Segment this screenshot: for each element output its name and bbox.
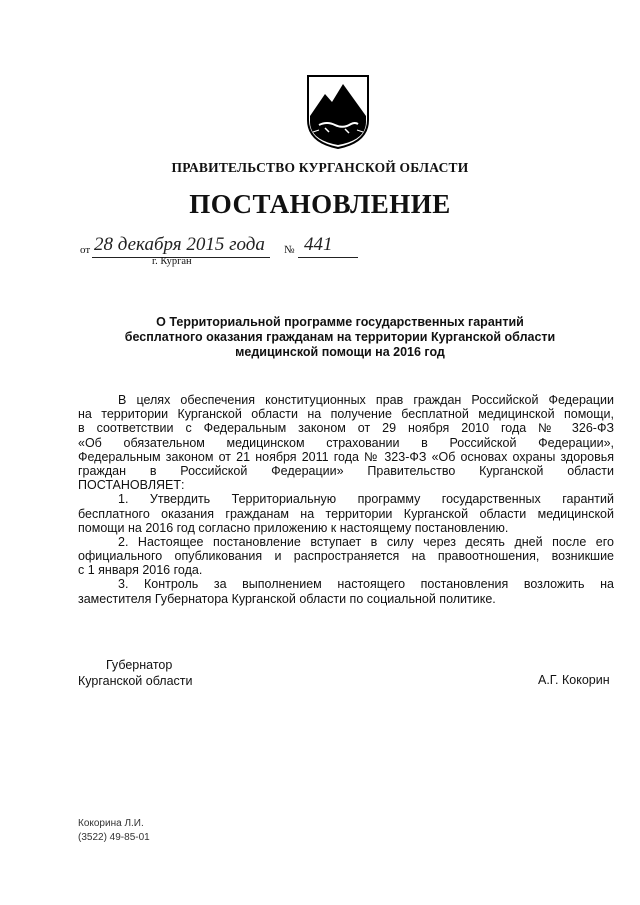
title-line: бесплатного оказания гражданам на территории Курганской области: [124, 330, 556, 344]
government-name: ПРАВИТЕЛЬСТВО КУРГАНСКОЙ ОБЛАСТИ: [171, 160, 469, 175]
signatory-position: [78, 657, 193, 689]
document-title: [100, 315, 580, 360]
body-line: в соответствии с Федеральным законом от 29 ноября 2010 года № 326-ФЗ: [78, 421, 614, 436]
number-underline: [298, 257, 358, 258]
body-line: помощи на 2016 год согласно приложению к настоящему постановлению.: [78, 520, 509, 535]
contact-name: Кокорина Л.И.: [78, 818, 144, 829]
body-line: В целях обеспечения конституционных прав граждан Российской Федерации: [118, 393, 614, 407]
body-line: Федеральным законом от 21 ноября 2011 года № 323-ФЗ «Об основах охраны здоровья: [78, 449, 614, 464]
contact-phone: (3522) 49-85-01: [78, 832, 150, 843]
body-line: с 1 января 2016 года.: [78, 563, 203, 578]
title-line: медицинской помощи на 2016 год: [235, 345, 445, 359]
body-line: ПОСТАНОВЛЯЕТ:: [78, 478, 185, 493]
number-prefix: №: [284, 244, 295, 256]
body-line: 3. Контроль за выполнением настоящего постановления возложить на: [118, 577, 614, 592]
position-line: Губернатор: [106, 658, 173, 672]
document-body: [78, 393, 614, 606]
body-line: на территории Курганской области на получение бесплатной медицинской помощи,: [78, 407, 614, 422]
title-line: О Территориальной программе государственных гарантий: [156, 315, 524, 329]
contact-info: [78, 817, 150, 845]
body-line: граждан в Российской Федерации» Правительство Курганской области: [78, 463, 614, 478]
body-line: «Об обязательном медицинском страховании в Российской Федерации»,: [78, 435, 614, 450]
city-label: г. Курган: [152, 256, 192, 267]
document-type-title: ПОСТАНОВЛЕНИЕ: [189, 189, 451, 219]
body-line: официального опубликования и распространяется на правоотношения, возникшие: [78, 549, 614, 564]
coat-of-arms-emblem: [305, 72, 371, 150]
date-number-row: [80, 232, 380, 262]
signatory-name: А.Г. Кокорин: [538, 673, 610, 687]
position-line: Курганской области: [78, 674, 193, 688]
body-line: бесплатного оказания гражданам на территории Курганской области медицинской: [78, 506, 614, 521]
date-prefix: от: [80, 244, 91, 256]
handwritten-number: 441: [304, 234, 333, 255]
body-line: 2. Настоящее постановление вступает в силу через десять дней после его: [118, 534, 614, 549]
body-line: 1. Утвердить Территориальную программу государственных гарантий: [118, 492, 614, 507]
body-line: заместителя Губернатора Курганской области по социальной политике.: [78, 591, 496, 606]
handwritten-date: 28 декабря 2015 года: [94, 234, 265, 255]
